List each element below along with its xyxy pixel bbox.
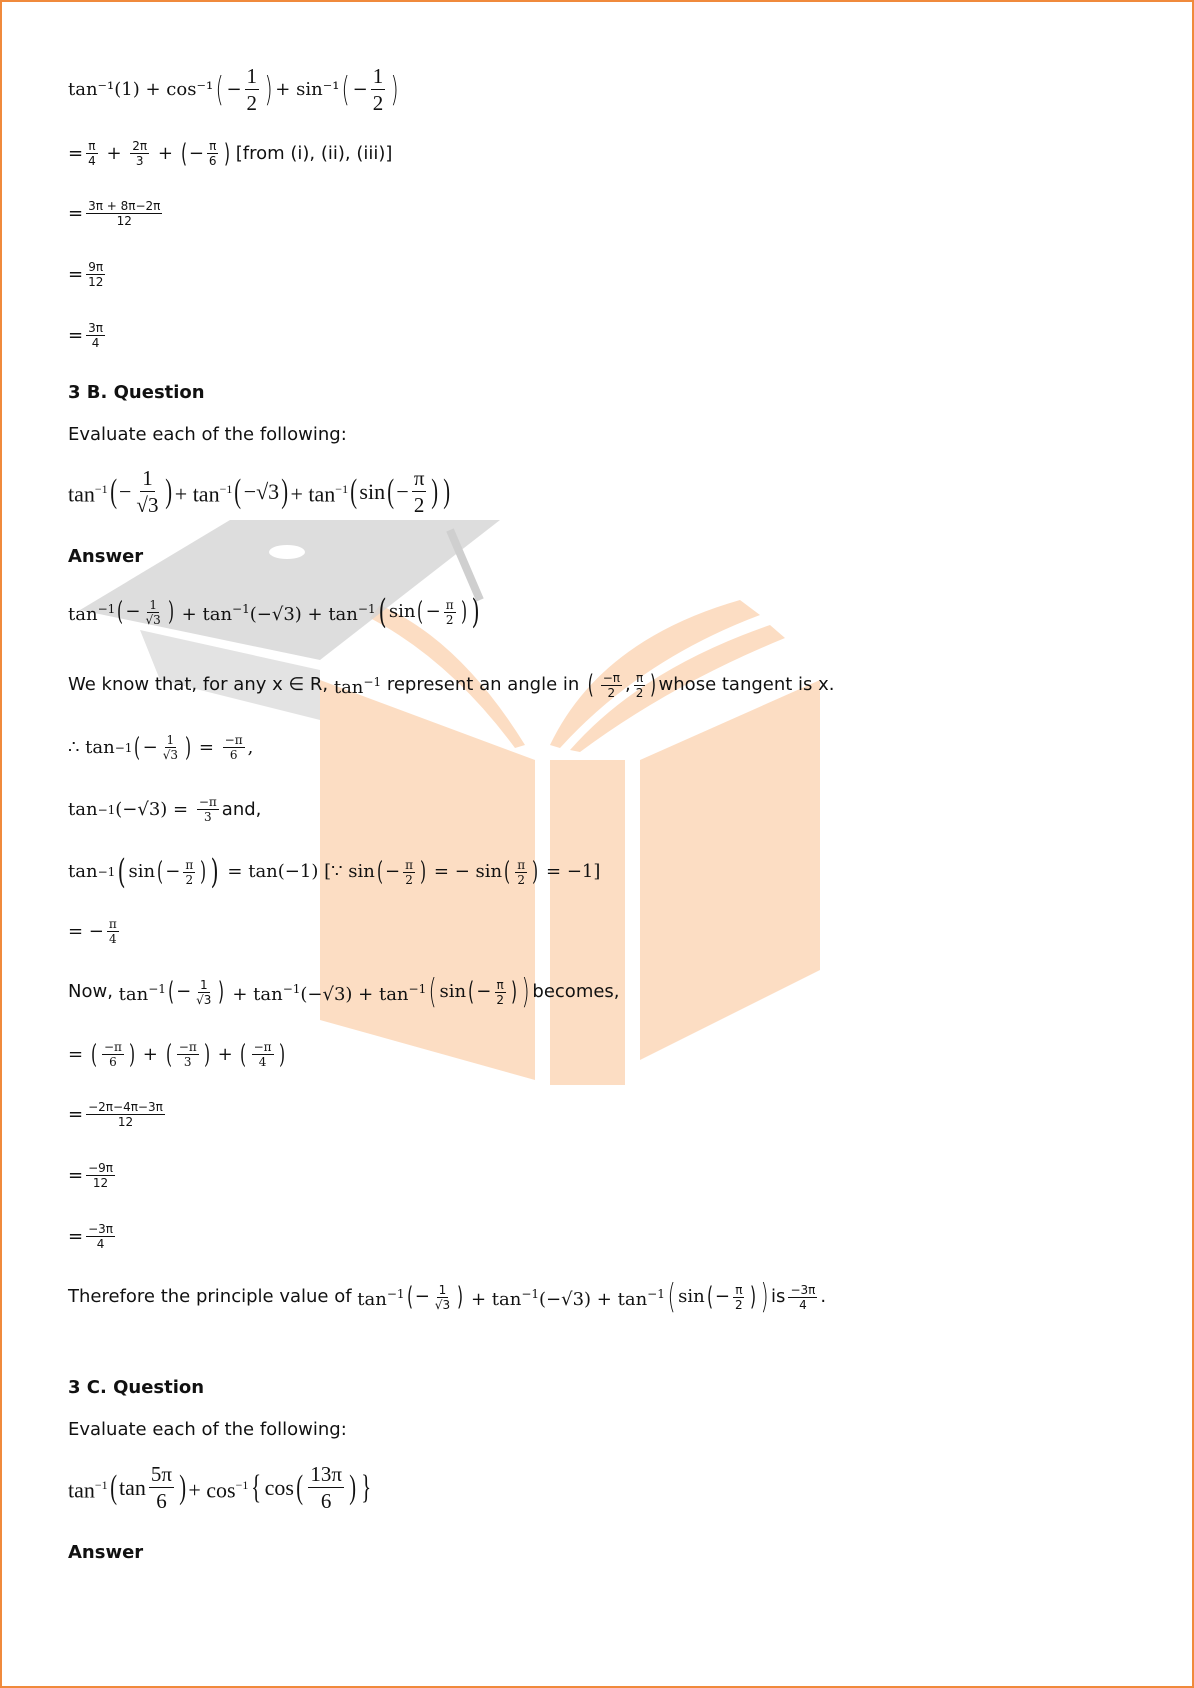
fraction: $\frac{9\pi}{12}$ (88, 260, 104, 289)
fraction: $\frac{3\pi}{4}$ (88, 321, 103, 350)
equation-line: = $\frac{-3\pi}{4}$ (68, 1222, 114, 1251)
question-prompt: Evaluate each of the following: (68, 424, 347, 445)
equation-line: tan −1 (−√3) = $\frac{-\pi}{3}$ and, (68, 795, 262, 824)
question-prompt: Evaluate each of the following: (68, 1419, 347, 1440)
equation-line: = $\frac{\pi}{4}$ + $\frac{2\pi}{3}$ + ( − $\frac{\pi}{6}$ ) [from (i), (ii), (iii)] (68, 138, 393, 169)
fraction: $\frac{3\pi + 8\pi-2\pi}{12}$ (88, 199, 161, 228)
fraction: $\frac{2\pi}{3}$ (132, 139, 148, 168)
equation-line: tan⁻¹(1) + cos⁻¹ ( − $\frac{1}{2}$ ) + sin⁻¹ ( − $\frac{1}{2}$ ) (68, 64, 399, 115)
math-text: tan⁻¹(1) + cos⁻¹ (68, 78, 214, 100)
question-heading: 3 B. Question (68, 382, 205, 403)
math-text: + sin⁻¹ (275, 78, 340, 100)
equation-line: = − $\frac{\pi}{4}$ (68, 917, 117, 946)
equation-line: ∴ tan −1 ( − $\frac{1}{√3}$ ) = $\frac{-\pi}{6}$ , (68, 732, 254, 763)
question-expression: $\tan^{-1}$ ( − $\frac{1}{√3}$ ) + $\tan^{-1}$ ( −√3 ) + $\tan^{-1}$ ( sin ( − $\frac{\pi}{2}$ ) ) (68, 466, 450, 517)
equation-line: = $\frac{-2\pi-4\pi-3\pi}{12}$ (68, 1100, 163, 1129)
equation-line: = $\frac{9\pi}{12}$ (68, 260, 104, 289)
fraction: $\frac{\pi}{6}$ (208, 139, 217, 168)
answer-label: Answer (68, 546, 144, 567)
equation-line: = ( $\frac{-\pi}{6}$ ) + ( $\frac{-\pi}{3}$ ) + ( $\frac{-\pi}{4}$ ) (68, 1039, 285, 1070)
fraction: $\frac{1}{√3}$ (136, 466, 159, 517)
fraction: $\frac{\pi}{2}$ (413, 466, 425, 517)
explanation-line: Now, $\tan^{-1}$ ( − $\frac{1}{√3}$ ) + $\tan^{-1}(-√3) + \tan^{-1}$ ( sin ( − $\frac{\pi}{2}$ ) ) becomes, (68, 972, 620, 1012)
equation-line: = $\frac{-9\pi}{12}$ (68, 1161, 114, 1190)
note-text: [from (i), (ii), (iii)] (235, 142, 393, 164)
answer-label: Answer (68, 1542, 144, 1563)
equation-line: $\tan^{-1}$ ( − $\frac{1}{√3}$ ) + $\tan^{-1}(-√3) + \tan^{-1}$ ( sin ( − $\frac{\pi}{2}$ ) ) (68, 592, 480, 632)
conclusion-line: Therefore the principle value of $\tan^{-1}$ ( − $\frac{1}{√3}$ ) + $\tan^{-1}(-√3) + \tan^{-1}$ ( sin ( − $\frac{\pi}{2}$ ) ) is $\frac{-3\pi}{4}$ . (68, 1277, 827, 1317)
equation-line: tan −1 ( sin ( − $\frac{\pi}{2}$ ) ) = tan(−1) [∵ sin ( − $\frac{\pi}{2}$ ) = − sin ( $\frac{\pi}{2}$ ) = −1] (68, 852, 601, 892)
explanation-line: We know that, for any x ∈ R, $\tan^{-1}$ represent an angle in ( $\frac{-\pi}{2}$ , $\frac{\pi}{2}$ ) whose tangent is x. (68, 670, 835, 700)
fraction: $\frac{1}{2}$ (246, 64, 258, 115)
equation-line: = $\frac{3\pi}{4}$ (68, 321, 103, 350)
fraction: $\frac{\pi}{4}$ (88, 139, 96, 168)
equation-line: = $\frac{3\pi + 8\pi-2\pi}{12}$ (68, 199, 161, 228)
fraction: $\frac{1}{2}$ (372, 64, 384, 115)
question-heading: 3 C. Question (68, 1377, 205, 1398)
question-expression: $\tan^{-1}$ ( tan $\frac{5\pi}{6}$ ) + $\cos^{-1}$ { cos ( $\frac{13\pi}{6}$ ) } (68, 1462, 372, 1513)
